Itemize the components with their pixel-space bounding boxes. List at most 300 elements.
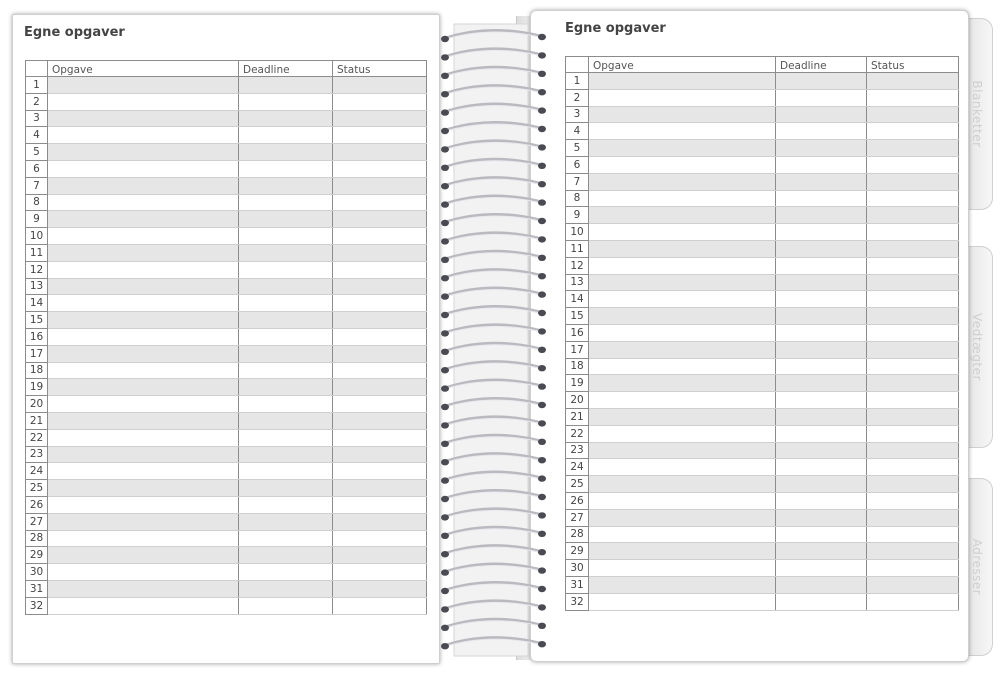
table-cell[interactable]: [589, 543, 776, 560]
table-cell[interactable]: [776, 425, 867, 442]
table-cell[interactable]: [239, 496, 333, 513]
page-title: Egne opgaver: [24, 25, 125, 40]
table-cell[interactable]: [48, 295, 239, 312]
table-cell[interactable]: [776, 341, 867, 358]
table-cell[interactable]: [48, 580, 239, 597]
table-cell[interactable]: [333, 312, 427, 329]
row-number: 31: [566, 576, 589, 593]
table-cell[interactable]: [48, 480, 239, 497]
table-cell[interactable]: [776, 358, 867, 375]
table-cell[interactable]: [48, 362, 239, 379]
table-cell[interactable]: [239, 211, 333, 228]
table-row: [566, 207, 959, 224]
table-cell[interactable]: [867, 509, 959, 526]
table-cell[interactable]: [589, 89, 776, 106]
table-cell[interactable]: [589, 492, 776, 509]
table-cell[interactable]: [48, 211, 239, 228]
table-row: [566, 459, 959, 476]
table-cell[interactable]: [239, 110, 333, 127]
table-cell[interactable]: [867, 593, 959, 610]
table-cell[interactable]: [239, 228, 333, 245]
table-cell[interactable]: [48, 530, 239, 547]
row-number: 2: [566, 89, 589, 106]
table-cell[interactable]: [48, 160, 239, 177]
table-cell[interactable]: [48, 194, 239, 211]
table-cell[interactable]: [239, 177, 333, 194]
table-cell[interactable]: [333, 278, 427, 295]
table-cell[interactable]: [867, 341, 959, 358]
table-cell[interactable]: [589, 324, 776, 341]
row-number: 28: [566, 526, 589, 543]
table-row: [566, 173, 959, 190]
left-page: [12, 14, 440, 664]
table-cell[interactable]: [589, 560, 776, 577]
table-cell[interactable]: [333, 228, 427, 245]
table-cell[interactable]: [589, 291, 776, 308]
column-header: Opgave: [48, 61, 239, 77]
row-number: 32: [566, 593, 589, 610]
table-cell[interactable]: [867, 442, 959, 459]
table-row: [566, 543, 959, 560]
row-number: 20: [566, 392, 589, 409]
row-number: 24: [26, 463, 48, 480]
table-cell[interactable]: [776, 173, 867, 190]
table-cell[interactable]: [333, 93, 427, 110]
row-number: 21: [26, 412, 48, 429]
table-cell[interactable]: [589, 341, 776, 358]
table-cell[interactable]: [776, 257, 867, 274]
table-row: [26, 396, 427, 413]
table-cell[interactable]: [776, 492, 867, 509]
table-cell[interactable]: [333, 463, 427, 480]
table-cell[interactable]: [776, 156, 867, 173]
table-cell[interactable]: [589, 476, 776, 493]
table-cell[interactable]: [48, 127, 239, 144]
table-row: [566, 190, 959, 207]
row-number: 25: [26, 480, 48, 497]
table-cell[interactable]: [589, 106, 776, 123]
row-number: 11: [566, 240, 589, 257]
table-cell[interactable]: [589, 140, 776, 157]
table-cell[interactable]: [589, 509, 776, 526]
table-cell[interactable]: [867, 459, 959, 476]
table-cell[interactable]: [867, 392, 959, 409]
table-cell[interactable]: [589, 408, 776, 425]
table-cell[interactable]: [776, 442, 867, 459]
table-cell[interactable]: [239, 261, 333, 278]
table-cell[interactable]: [333, 429, 427, 446]
table-row: [26, 345, 427, 362]
table-cell[interactable]: [867, 476, 959, 493]
table-cell[interactable]: [333, 261, 427, 278]
table-cell[interactable]: [776, 308, 867, 325]
table-cell[interactable]: [867, 190, 959, 207]
table-row: [566, 156, 959, 173]
table-cell[interactable]: [867, 123, 959, 140]
table-cell[interactable]: [48, 463, 239, 480]
table-cell[interactable]: [867, 73, 959, 90]
table-cell[interactable]: [239, 564, 333, 581]
spiral-binding: [440, 20, 552, 660]
table-row: [26, 446, 427, 463]
table-cell[interactable]: [48, 379, 239, 396]
table-cell[interactable]: [589, 257, 776, 274]
table-cell[interactable]: [333, 345, 427, 362]
table-cell[interactable]: [589, 308, 776, 325]
row-number: 17: [566, 341, 589, 358]
table-cell[interactable]: [48, 110, 239, 127]
table-row: [26, 93, 427, 110]
row-number: 30: [26, 564, 48, 581]
table-row: [566, 408, 959, 425]
table-cell[interactable]: [776, 324, 867, 341]
table-cell[interactable]: [48, 597, 239, 614]
table-cell[interactable]: [333, 295, 427, 312]
table-cell[interactable]: [589, 207, 776, 224]
table-cell[interactable]: [867, 224, 959, 241]
task-table: [25, 60, 427, 615]
row-number: 22: [26, 429, 48, 446]
table-cell[interactable]: [239, 597, 333, 614]
row-number: 16: [26, 328, 48, 345]
table-cell[interactable]: [333, 446, 427, 463]
table-cell[interactable]: [867, 576, 959, 593]
table-cell[interactable]: [867, 173, 959, 190]
row-number: 17: [26, 345, 48, 362]
table-cell[interactable]: [867, 257, 959, 274]
row-number: 6: [26, 160, 48, 177]
table-row: [26, 177, 427, 194]
table-cell[interactable]: [333, 244, 427, 261]
table-row: [26, 160, 427, 177]
table-cell[interactable]: [776, 190, 867, 207]
table-cell[interactable]: [776, 73, 867, 90]
table-cell[interactable]: [48, 396, 239, 413]
table-cell[interactable]: [239, 362, 333, 379]
table-cell[interactable]: [239, 345, 333, 362]
table-cell[interactable]: [589, 425, 776, 442]
table-cell[interactable]: [333, 396, 427, 413]
table-cell[interactable]: [776, 240, 867, 257]
table-cell[interactable]: [776, 392, 867, 409]
table-cell[interactable]: [867, 543, 959, 560]
table-cell[interactable]: [776, 89, 867, 106]
table-cell[interactable]: [333, 496, 427, 513]
table-cell[interactable]: [48, 312, 239, 329]
table-cell[interactable]: [589, 392, 776, 409]
table-cell[interactable]: [239, 379, 333, 396]
table-cell[interactable]: [867, 308, 959, 325]
table-cell[interactable]: [48, 244, 239, 261]
table-row: [26, 312, 427, 329]
table-cell[interactable]: [589, 156, 776, 173]
table-cell[interactable]: [589, 358, 776, 375]
table-cell[interactable]: [589, 442, 776, 459]
row-number: 6: [566, 156, 589, 173]
table-cell[interactable]: [867, 526, 959, 543]
table-row: [26, 278, 427, 295]
row-number: 25: [566, 476, 589, 493]
table-row: [566, 73, 959, 90]
table-cell[interactable]: [867, 291, 959, 308]
table-row: [26, 580, 427, 597]
table-cell[interactable]: [239, 312, 333, 329]
table-cell[interactable]: [239, 463, 333, 480]
table-cell[interactable]: [776, 560, 867, 577]
row-number: 10: [566, 224, 589, 241]
table-row: [26, 597, 427, 614]
table-cell[interactable]: [333, 194, 427, 211]
table-cell[interactable]: [239, 513, 333, 530]
table-cell[interactable]: [333, 513, 427, 530]
table-cell[interactable]: [48, 261, 239, 278]
table-cell[interactable]: [333, 211, 427, 228]
table-row: [26, 127, 427, 144]
column-header: Deadline: [776, 57, 867, 73]
table-cell[interactable]: [239, 93, 333, 110]
row-number: 20: [26, 396, 48, 413]
table-cell[interactable]: [776, 543, 867, 560]
table-cell[interactable]: [589, 240, 776, 257]
table-cell[interactable]: [333, 564, 427, 581]
table-row: [566, 526, 959, 543]
row-number: 7: [26, 177, 48, 194]
table-cell[interactable]: [239, 194, 333, 211]
table-row: [566, 392, 959, 409]
table-cell[interactable]: [776, 593, 867, 610]
table-row: [26, 295, 427, 312]
table-row: [566, 257, 959, 274]
table-cell[interactable]: [48, 345, 239, 362]
table-cell[interactable]: [333, 77, 427, 94]
table-row: [26, 362, 427, 379]
row-number: 31: [26, 580, 48, 597]
table-cell[interactable]: [239, 328, 333, 345]
table-cell[interactable]: [48, 278, 239, 295]
table-cell[interactable]: [333, 480, 427, 497]
row-number: 16: [566, 324, 589, 341]
table-cell[interactable]: [333, 160, 427, 177]
table-cell[interactable]: [239, 530, 333, 547]
row-number: 3: [566, 106, 589, 123]
table-cell[interactable]: [589, 459, 776, 476]
table-row: [26, 564, 427, 581]
column-header: Opgave: [589, 57, 776, 73]
row-number-header: [566, 57, 589, 73]
table-header-row: [566, 57, 959, 73]
table-row: [566, 425, 959, 442]
table-cell[interactable]: [239, 429, 333, 446]
table-cell[interactable]: [239, 580, 333, 597]
table-cell[interactable]: [589, 224, 776, 241]
row-number: 15: [566, 308, 589, 325]
table-cell[interactable]: [333, 177, 427, 194]
table-row: [26, 547, 427, 564]
table-cell[interactable]: [589, 190, 776, 207]
row-number: 27: [26, 513, 48, 530]
table-cell[interactable]: [48, 446, 239, 463]
row-number: 11: [26, 244, 48, 261]
table-cell[interactable]: [776, 375, 867, 392]
right-page: [530, 10, 969, 662]
table-cell[interactable]: [333, 144, 427, 161]
table-cell[interactable]: [776, 106, 867, 123]
row-number: 30: [566, 560, 589, 577]
table-cell[interactable]: [333, 110, 427, 127]
table-cell[interactable]: [776, 509, 867, 526]
table-cell[interactable]: [333, 328, 427, 345]
table-cell[interactable]: [589, 274, 776, 291]
table-row: [566, 89, 959, 106]
table-cell[interactable]: [333, 127, 427, 144]
row-number: 5: [26, 144, 48, 161]
table-cell[interactable]: [589, 73, 776, 90]
index-tab-label: Blanketter: [970, 80, 984, 148]
row-number: 5: [566, 140, 589, 157]
table-cell[interactable]: [867, 89, 959, 106]
table-row: [26, 429, 427, 446]
table-cell[interactable]: [867, 408, 959, 425]
table-cell[interactable]: [867, 156, 959, 173]
row-number: 7: [566, 173, 589, 190]
table-cell[interactable]: [48, 93, 239, 110]
row-number: 27: [566, 509, 589, 526]
table-cell[interactable]: [333, 547, 427, 564]
table-cell[interactable]: [333, 379, 427, 396]
table-cell[interactable]: [48, 429, 239, 446]
table-cell[interactable]: [867, 425, 959, 442]
row-number: 15: [26, 312, 48, 329]
table-cell[interactable]: [867, 274, 959, 291]
table-cell[interactable]: [589, 526, 776, 543]
table-cell[interactable]: [239, 480, 333, 497]
table-cell[interactable]: [867, 560, 959, 577]
row-number-header: [26, 61, 48, 77]
table-cell[interactable]: [776, 459, 867, 476]
table-row: [566, 375, 959, 392]
row-number: 8: [566, 190, 589, 207]
row-number: 12: [566, 257, 589, 274]
table-cell[interactable]: [776, 140, 867, 157]
row-number: 13: [26, 278, 48, 295]
table-row: [566, 341, 959, 358]
table-cell[interactable]: [48, 547, 239, 564]
table-cell[interactable]: [867, 492, 959, 509]
row-number: 28: [26, 530, 48, 547]
table-row: [26, 77, 427, 94]
page-title: Egne opgaver: [565, 21, 666, 36]
table-cell[interactable]: [239, 396, 333, 413]
row-number: 3: [26, 110, 48, 127]
table-cell[interactable]: [48, 228, 239, 245]
table-row: [26, 228, 427, 245]
table-cell[interactable]: [776, 526, 867, 543]
row-number: 2: [26, 93, 48, 110]
table-cell[interactable]: [239, 144, 333, 161]
table-cell[interactable]: [239, 446, 333, 463]
table-cell[interactable]: [48, 513, 239, 530]
row-number: 23: [566, 442, 589, 459]
row-number: 29: [566, 543, 589, 560]
row-number: 32: [26, 597, 48, 614]
table-cell[interactable]: [239, 127, 333, 144]
table-row: [566, 509, 959, 526]
table-cell[interactable]: [867, 358, 959, 375]
table-cell[interactable]: [239, 295, 333, 312]
table-cell[interactable]: [48, 564, 239, 581]
table-cell[interactable]: [776, 408, 867, 425]
table-cell[interactable]: [589, 576, 776, 593]
table-cell[interactable]: [776, 576, 867, 593]
table-cell[interactable]: [239, 278, 333, 295]
table-row: [566, 224, 959, 241]
table-cell[interactable]: [867, 106, 959, 123]
table-cell[interactable]: [333, 412, 427, 429]
table-cell[interactable]: [333, 530, 427, 547]
table-row: [566, 476, 959, 493]
table-cell[interactable]: [776, 291, 867, 308]
spiral-tube: [454, 24, 528, 656]
table-cell[interactable]: [239, 244, 333, 261]
table-cell[interactable]: [867, 375, 959, 392]
row-number: 24: [566, 459, 589, 476]
table-cell[interactable]: [589, 593, 776, 610]
table-cell[interactable]: [776, 123, 867, 140]
table-row: [26, 412, 427, 429]
table-row: [26, 530, 427, 547]
row-number: 1: [26, 77, 48, 94]
table-cell[interactable]: [48, 144, 239, 161]
table-cell[interactable]: [239, 412, 333, 429]
table-cell[interactable]: [48, 77, 239, 94]
table-cell[interactable]: [48, 412, 239, 429]
table-cell[interactable]: [239, 160, 333, 177]
table-cell[interactable]: [48, 328, 239, 345]
table-cell[interactable]: [333, 362, 427, 379]
table-cell[interactable]: [776, 224, 867, 241]
table-cell[interactable]: [239, 77, 333, 94]
table-row: [26, 244, 427, 261]
table-cell[interactable]: [239, 547, 333, 564]
table-row: [566, 106, 959, 123]
table-cell[interactable]: [589, 173, 776, 190]
table-row: [566, 123, 959, 140]
table-header-row: [26, 61, 427, 77]
table-cell[interactable]: [589, 375, 776, 392]
table-cell[interactable]: [333, 597, 427, 614]
table-row: [566, 593, 959, 610]
table-cell[interactable]: [589, 123, 776, 140]
table-cell[interactable]: [867, 324, 959, 341]
table-cell[interactable]: [776, 207, 867, 224]
table-cell[interactable]: [867, 240, 959, 257]
table-cell[interactable]: [776, 274, 867, 291]
table-row: [566, 576, 959, 593]
table-cell[interactable]: [333, 580, 427, 597]
row-number: 4: [26, 127, 48, 144]
table-cell[interactable]: [867, 207, 959, 224]
table-cell[interactable]: [48, 496, 239, 513]
table-cell[interactable]: [48, 177, 239, 194]
table-cell[interactable]: [776, 476, 867, 493]
table-row: [566, 358, 959, 375]
column-header: Status: [333, 61, 427, 77]
column-header: Deadline: [239, 61, 333, 77]
column-header: Status: [867, 57, 959, 73]
table-cell[interactable]: [867, 140, 959, 157]
row-number: 18: [26, 362, 48, 379]
index-tab-label: Adresser: [970, 538, 984, 596]
